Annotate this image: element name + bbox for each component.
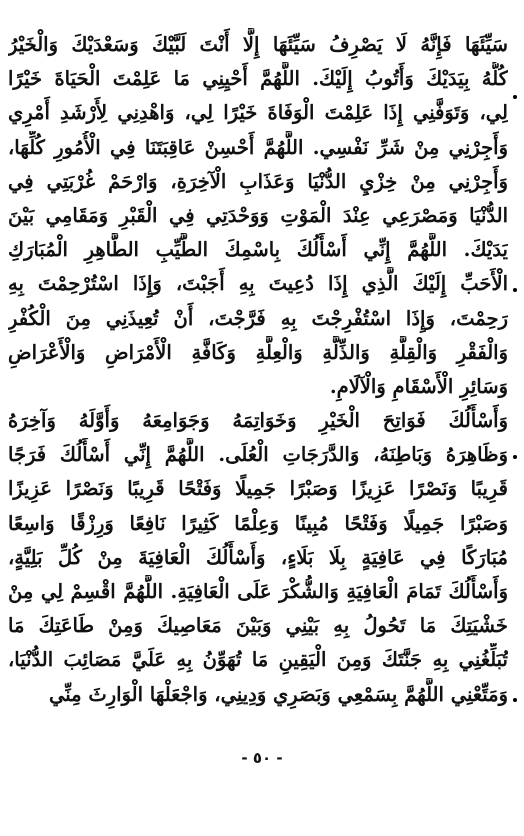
text-line: وَأَجِرْنِي مِنْ خِزْيِ الدُّنْيَا وَعَذَابِ الْآخِرَةِ، وَارْحَمْ غُرْبَتِي فِي (8, 169, 508, 193)
text-line: وَظَاهِرَهُ وَبَاطِنَهُ، وَالدَّرَجَاتِ الْعُلَى. اللَّهُمَّ إِنِّي أَسْأَلُكَ فَرَجًا (8, 443, 508, 467)
text-line: وَصَبْرًا جَمِيلًا وَفَتْحًا مُبِينًا وَعِلْمًا كَثِيرًا نَافِعًا وَرِزْقًا وَاسِعًا (8, 511, 508, 535)
text-line: وَسَائِرِ الْأَسْقَامِ وَالْآلَامِ. (329, 374, 508, 398)
margin-mark (513, 698, 517, 702)
margin-mark (513, 95, 517, 99)
text-line: وَأَسْأَلُكَ فَوَاتِحَ الْخَيْرِ وَخَوَاتِمَهُ وَجَوَامِعَهُ وَأَوَّلَهُ وَآخِرَهُ (8, 409, 508, 433)
text-line: الْأَحَبِّ إِلَيْكَ الَّذِي إِذَا دُعِيتَ بِهِ أَجَبْتَ، وَإِذَا اسْتُرْحِمْتَ بِهِ (8, 272, 508, 296)
text-line: وَالْفَقْرِ وَالْقِلَّةِ وَالذِّلَّةِ وَالْعِلَّةِ وَكَافَّةِ الْأَمْرَاضِ وَالْأَعْرَاضِ (8, 340, 508, 364)
text-line: يَدَيْكَ. اللَّهُمَّ إِنِّي أَسْأَلُكَ بِاسْمِكَ الطَّيِّبِ الطَّاهِرِ الْمُبَارَكِ (8, 238, 508, 262)
text-line: مُبَارَكًا فِي عَافِيَةٍ بِلَا بَلَاءٍ، وَأَسْأَلُكَ الْعَافِيَةَ مِنْ كُلِّ بَلِيَّةٍ، (8, 545, 508, 569)
text-line: سَيِّئَهَا فَإِنَّهُ لَا يَصْرِفُ سَيِّئَهَا إِلَّا أَنْتَ لَبَّيْكَ وَسَعْدَيْكَ وَالْخَيْرُ (8, 33, 508, 56)
text-line: الدُّنْيَا وَمَصْرَعِي عِنْدَ الْمَوْتِ وَوَحْدَتِي فِي الْقَبْرِ وَمَقَامِي بَيْنَ (8, 203, 508, 227)
text-line: كُلُّهُ بِيَدَيْكَ وَأَتُوبُ إِلَيْكَ. اللَّهُمَّ أَحْيِنِي مَا عَلِمْتَ الْحَيَاةَ خَيْرًا (8, 67, 508, 91)
text-line: وَأَسْأَلُكَ تَمَامَ الْعَافِيَةِ وَالشُّكْرَ عَلَى الْعَافِيَةِ. اللَّهُمَّ اقْسِمْ لِي مِنْ (8, 580, 508, 603)
text-line: قَرِيبًا وَنَصْرًا عَزِيزًا وَصَبْرًا جَمِيلًا وَفَتْحًا قَرِيبًا وَنَصْرًا عَزِيزًا (8, 477, 508, 501)
text-line: وَمَتِّعْنِي اللَّهُمَّ بِسَمْعِي وَبَصَرِي وَدِينِي، وَاجْعَلْهَا الْوَارِثَ مِنِّي (49, 682, 508, 706)
page-number: - ٥٠ - (241, 749, 283, 767)
prayer-text-block (8, 28, 508, 712)
text-line: وَأَجِرْنِي مِنْ شَرِّ نَفْسِي. اللَّهُمَّ أَحْسِنْ عَاقِبَتَنَا فِي الْأُمُورِ كُلِّهَا، (8, 135, 508, 159)
margin-mark (513, 455, 517, 459)
margin-mark (513, 288, 517, 292)
text-line: لِي، وَتَوَفَّنِي إِذَا عَلِمْتَ الْوَفَاةَ خَيْرًا لِي، وَاهْدِنِي لِأَرْشَدِ أَمْرِي (8, 101, 508, 125)
text-line: خَشْيَتِكَ مَا تَحُولُ بِهِ بَيْنِي وَبَيْنَ مَعَاصِيكَ وَمِنْ طَاعَتِكَ مَا (8, 614, 508, 638)
text-line: تُبَلِّغُنِي بِهِ جَنَّتَكَ وَمِنَ الْيَقِينِ مَا تُهَوِّنُ بِهِ عَلَيَّ مَصَائِبَ الدُّنْيَا، (8, 648, 508, 672)
text-line: رَحِمْتَ، وَإِذَا اسْتُفْرِجْتَ بِهِ فَرَّجْتَ، أَنْ تُعِيذَنِي مِنَ الْكُفْرِ (8, 306, 508, 330)
